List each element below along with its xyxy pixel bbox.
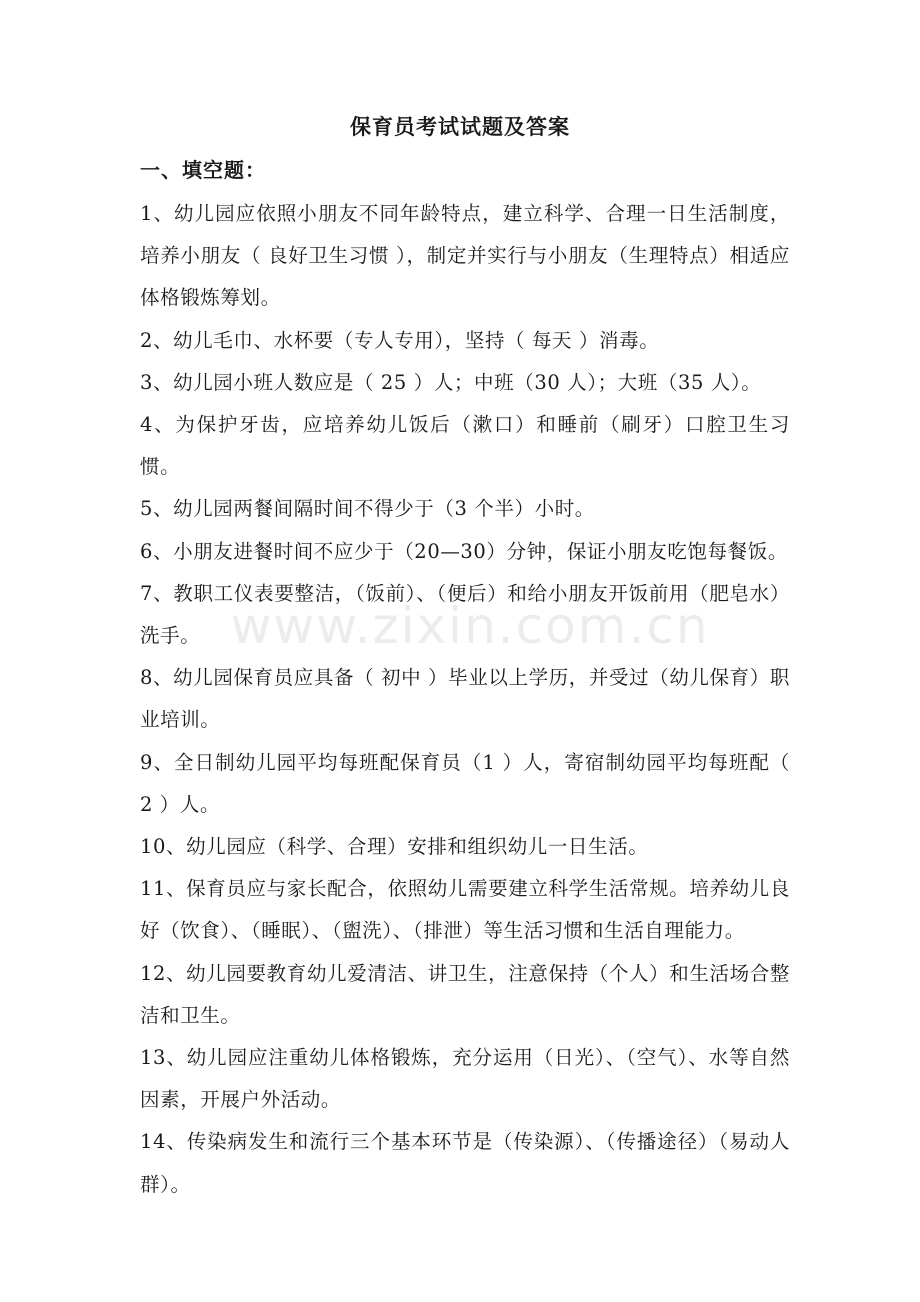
question-2: 2、幼儿毛巾、水杯要（专人专用），坚持（ 每天 ）消毒。 [140, 328, 660, 352]
question-13: 13、幼儿园应注重幼儿体格锻炼，充分运用（日光）、（空气）、水等自然因素，开展户外活动。 [140, 1046, 790, 1112]
question-12: 12、幼儿园要教育幼儿爱清洁、讲卫生，注意保持（个人）和生活场合整洁和卫生。 [140, 961, 790, 1027]
question-7: 7、教职工仪表要整洁，（饭前）、（便后）和给小朋友开饭前用（肥皂水）洗手。 [140, 581, 790, 648]
question-10: 10、幼儿园应（科学、合理）安排和组织幼儿一日生活。 [140, 835, 649, 859]
document-title: 保育员考试试题及答案 [350, 114, 570, 139]
question-list [140, 193, 790, 1206]
question-11: 11、保育员应与家长配合，依照幼儿需要建立科学生活常规。培养幼儿良好（饮食）、（睡眠）、（盥洗）、（排泄）等生活习惯和生活自理能力。 [140, 877, 790, 943]
question-3: 3、幼儿园小班人数应是（ 25 ）人；中班（30 人）；大班（35 人）。 [140, 370, 762, 394]
question-5: 5、幼儿园两餐间隔时间不得少于（3 个半）小时。 [140, 497, 595, 521]
question-14: 14、传染病发生和流行三个基本环节是（传染源）、（传播途径）（易动人群）。 [140, 1130, 790, 1196]
question-1: 1、幼儿园应依照小朋友不同年龄特点，建立科学、合理一日生活制度，培养小朋友（ 良好卫生习惯 ），制定并实行与小朋友（生理特点）相适应体格锻炼筹划。 [140, 202, 790, 310]
question-9: 9、全日制幼儿园平均每班配保育员（1 ）人，寄宿制幼园平均每班配（ 2 ）人。 [140, 750, 790, 816]
question-8: 8、幼儿园保育员应具备（ 初中 ）毕业以上学历，并受过（幼儿保育）职业培训。 [140, 666, 790, 732]
question-6: 6、小朋友进餐时间不应少于（20—30）分钟，保证小朋友吃饱每餐饭。 [140, 539, 788, 563]
watermark: www.zixin.com.cn [230, 597, 710, 655]
section-heading: 一、填空题： [140, 158, 266, 182]
question-4: 4、为保护牙齿，应培养幼儿饭后（漱口）和睡前（刷牙）口腔卫生习惯。 [140, 413, 790, 479]
